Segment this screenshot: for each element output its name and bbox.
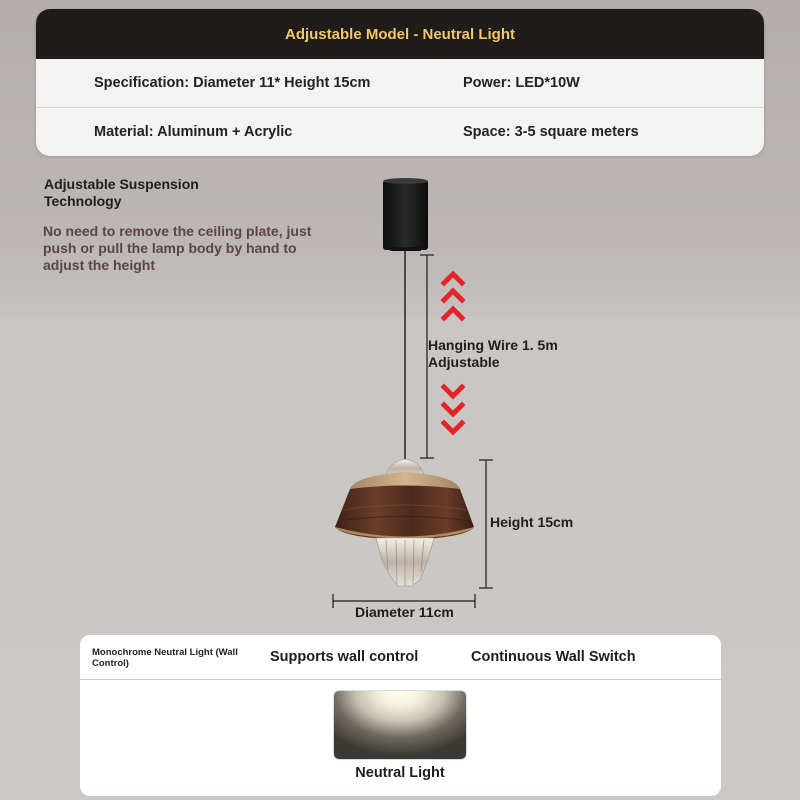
- spec-material: Material: Aluminum + Acrylic: [94, 123, 293, 140]
- spec-space: Space: 3-5 square meters: [463, 123, 639, 140]
- spec-power: Power: LED*10W: [463, 75, 580, 91]
- switch-type: Continuous Wall Switch: [471, 649, 636, 665]
- light-preview-label: Neutral Light: [355, 765, 445, 781]
- spec-specification: Specification: Diameter 11* Height 15cm: [94, 75, 371, 91]
- feature-title: Adjustable Suspension Technology: [44, 176, 199, 209]
- arrow-down-chevron-icon: [444, 387, 462, 432]
- wire-length-label: Hanging Wire 1. 5m Adjustable: [428, 337, 558, 370]
- control-type: Supports wall control: [270, 649, 419, 665]
- mode-row: [80, 635, 721, 680]
- ceiling-canopy: [383, 178, 428, 251]
- mode-name: Monochrome Neutral Light (Wall Control): [92, 647, 238, 669]
- arrow-up-chevron-icon: [444, 274, 462, 318]
- feature-description: No need to remove the ceiling plate, just push or pull the lamp body by hand to adjust the height: [43, 223, 312, 273]
- mode-card: [80, 635, 721, 796]
- light-preview-image: [333, 690, 467, 760]
- lamp-body: [335, 459, 474, 586]
- diameter-label: Diameter 11cm: [355, 604, 454, 620]
- height-label: Height 15cm: [490, 514, 574, 530]
- spec-title: Adjustable Model - Neutral Light: [284, 25, 515, 43]
